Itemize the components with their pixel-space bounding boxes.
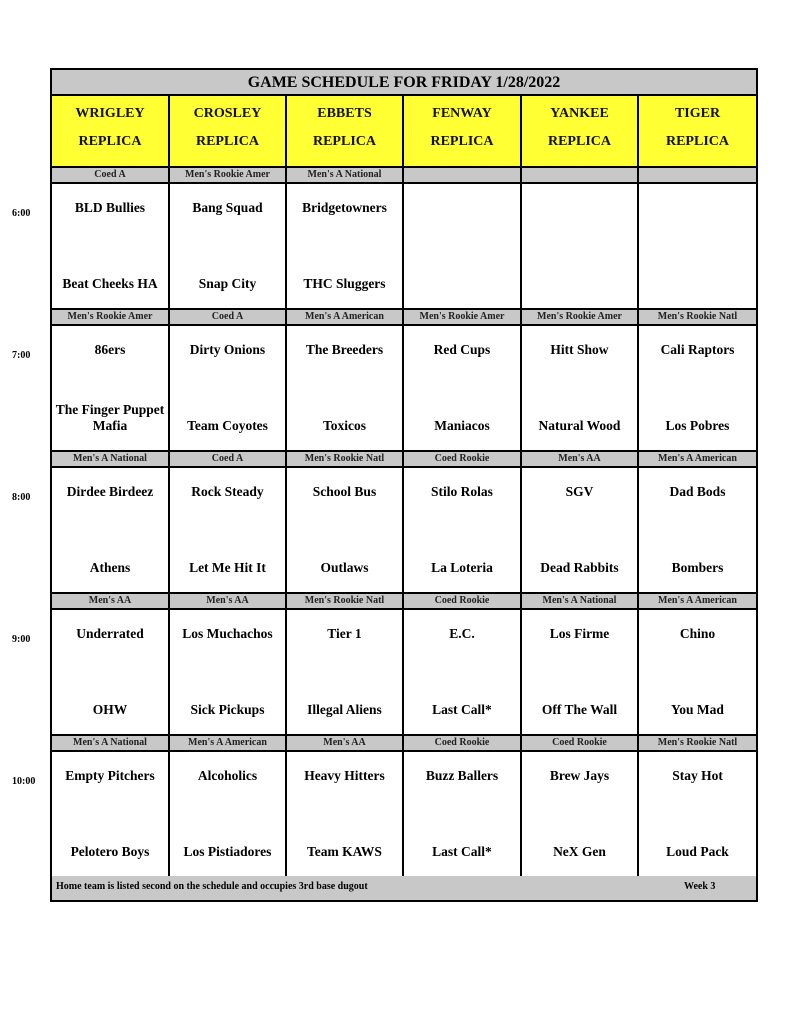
home-team: Snap City [198, 276, 257, 291]
schedule-footer [52, 876, 756, 900]
field-name: YANKEE [550, 106, 609, 121]
home-team: Natural Wood [538, 418, 621, 433]
division-label: Men's Rookie Amer [170, 168, 287, 184]
division-label: Coed Rookie [522, 736, 639, 752]
division-label [404, 168, 522, 184]
division-label: Men's Rookie Natl [639, 310, 756, 326]
schedule-title: GAME SCHEDULE FOR FRIDAY 1/28/2022 [52, 70, 756, 96]
away-team: 86ers [94, 342, 126, 357]
game-cell [52, 752, 170, 878]
schedule-sheet [50, 68, 758, 902]
away-team: Stilo Rolas [431, 484, 493, 499]
division-label: Coed A [170, 452, 287, 468]
home-team: Los Pistiadores [183, 844, 272, 859]
home-team: Dead Rabbits [540, 560, 619, 575]
division-label: Coed Rookie [404, 594, 522, 610]
field-name: WRIGLEY [75, 106, 145, 121]
division-label: Men's A National [287, 168, 404, 184]
away-team: Dirty Onions [189, 342, 266, 357]
division-label: Men's Rookie Amer [52, 310, 170, 326]
division-label: Coed A [52, 168, 170, 184]
home-team: Team Coyotes [187, 418, 268, 433]
away-team: Red Cups [433, 342, 491, 357]
division-label: Men's A American [287, 310, 404, 326]
away-team: The Breeders [305, 342, 384, 357]
division-label: Men's Rookie Amer [522, 310, 639, 326]
away-team: Heavy Hitters [304, 768, 385, 783]
game-cell [52, 184, 170, 310]
field-header [639, 96, 756, 168]
game-cell [170, 326, 287, 452]
away-team: Hitt Show [550, 342, 609, 357]
away-team: Buzz Ballers [425, 768, 499, 783]
home-team: Beat Cheeks HA [62, 276, 158, 291]
away-team: Los Muchachos [182, 626, 273, 641]
home-team: La Loteria [431, 560, 493, 575]
away-team: SGV [565, 484, 594, 499]
division-label: Coed A [170, 310, 287, 326]
game-cell [52, 610, 170, 736]
field-name: EBBETS [317, 106, 372, 121]
away-team: Alcoholics [197, 768, 258, 783]
home-team: Loud Pack [666, 844, 729, 859]
home-team: Athens [89, 560, 131, 575]
field-header [52, 96, 170, 168]
home-team: The Finger Puppet Mafia [55, 402, 165, 433]
away-team: Bridgetowners [302, 200, 387, 215]
game-cell [52, 326, 170, 452]
week-label: Week 3 [684, 881, 716, 892]
home-team: You Mad [671, 702, 724, 717]
game-cell [522, 326, 639, 452]
field-header [287, 96, 404, 168]
away-team: Empty Pitchers [65, 768, 155, 783]
division-label: Men's A American [170, 736, 287, 752]
game-cell [404, 326, 522, 452]
field-name: TIGER [674, 106, 721, 121]
division-label: Men's AA [52, 594, 170, 610]
division-label: Coed Rookie [404, 736, 522, 752]
field-subtitle: REPLICA [78, 134, 142, 149]
division-label: Men's Rookie Amer [404, 310, 522, 326]
division-label: Men's AA [170, 594, 287, 610]
division-label: Men's AA [287, 736, 404, 752]
game-cell [404, 610, 522, 736]
home-team: Illegal Aliens [307, 702, 382, 717]
home-team: Sick Pickups [190, 702, 265, 717]
division-label [522, 168, 639, 184]
field-header [404, 96, 522, 168]
division-label: Men's Rookie Natl [287, 452, 404, 468]
home-team: Off The Wall [541, 702, 618, 717]
field-subtitle: REPLICA [312, 134, 376, 149]
game-cell [287, 184, 404, 310]
division-label: Men's Rookie Natl [287, 594, 404, 610]
game-cell [404, 752, 522, 878]
away-team: Rock Steady [191, 484, 264, 499]
game-cell [639, 610, 756, 736]
home-team: Bombers [671, 560, 724, 575]
home-team: Pelotero Boys [70, 844, 150, 859]
game-cell [522, 468, 639, 594]
field-header [170, 96, 287, 168]
game-cell [404, 468, 522, 594]
game-cell [170, 752, 287, 878]
away-team: Bang Squad [192, 200, 263, 215]
field-subtitle: REPLICA [547, 134, 611, 149]
time-label: 6:00 [12, 208, 31, 219]
home-team: Toxicos [322, 418, 366, 433]
game-cell [170, 610, 287, 736]
away-team: School Bus [312, 484, 377, 499]
field-subtitle: REPLICA [195, 134, 259, 149]
away-team: Cali Raptors [660, 342, 735, 357]
time-label: 7:00 [12, 350, 31, 361]
division-label: Men's A National [52, 452, 170, 468]
home-team: Let Me Hit It [189, 560, 266, 575]
home-team: Team KAWS [307, 844, 382, 859]
time-label: 9:00 [12, 634, 31, 645]
footer-note: Home team is listed second on the schedule and occupies 3rd base dugout [56, 881, 368, 892]
time-label: 10:00 [12, 776, 36, 787]
away-team: Stay Hot [672, 768, 723, 783]
home-team: NeX Gen [553, 844, 606, 859]
away-team: Los Firme [549, 626, 610, 641]
game-cell [287, 752, 404, 878]
field-name: FENWAY [432, 106, 492, 121]
field-name: CROSLEY [193, 106, 262, 121]
away-team: Brew Jays [549, 768, 610, 783]
away-team: Tier 1 [327, 626, 362, 641]
division-label [639, 168, 756, 184]
time-label: 8:00 [12, 492, 31, 503]
field-header [522, 96, 639, 168]
home-team: Outlaws [320, 560, 369, 575]
home-team: Last Call* [432, 702, 492, 717]
division-label: Men's AA [522, 452, 639, 468]
game-cell [522, 610, 639, 736]
game-cell [404, 184, 522, 310]
home-team: THC Sluggers [303, 276, 386, 291]
field-subtitle: REPLICA [665, 134, 729, 149]
division-label: Coed Rookie [404, 452, 522, 468]
home-team: Maniacos [434, 418, 490, 433]
game-cell [522, 184, 639, 310]
division-label: Men's Rookie Natl [639, 736, 756, 752]
home-team: Los Pobres [665, 418, 730, 433]
away-team: Chino [679, 626, 716, 641]
away-team: BLD Bullies [74, 200, 146, 215]
division-label: Men's A National [52, 736, 170, 752]
away-team: Underrated [76, 626, 144, 641]
game-cell [170, 184, 287, 310]
division-label: Men's A National [522, 594, 639, 610]
game-cell [522, 752, 639, 878]
game-cell [287, 610, 404, 736]
home-team: Last Call* [432, 844, 492, 859]
division-label: Men's A American [639, 594, 756, 610]
game-cell [639, 184, 756, 310]
game-cell [287, 468, 404, 594]
away-team: E.C. [449, 626, 475, 641]
away-team: Dirdee Birdeez [66, 484, 154, 499]
game-cell [52, 468, 170, 594]
away-team: Dad Bods [669, 484, 726, 499]
game-cell [170, 468, 287, 594]
game-cell [639, 468, 756, 594]
game-cell [639, 752, 756, 878]
division-label: Men's A American [639, 452, 756, 468]
home-team: OHW [92, 702, 128, 717]
game-cell [639, 326, 756, 452]
field-subtitle: REPLICA [430, 134, 494, 149]
game-cell [287, 326, 404, 452]
